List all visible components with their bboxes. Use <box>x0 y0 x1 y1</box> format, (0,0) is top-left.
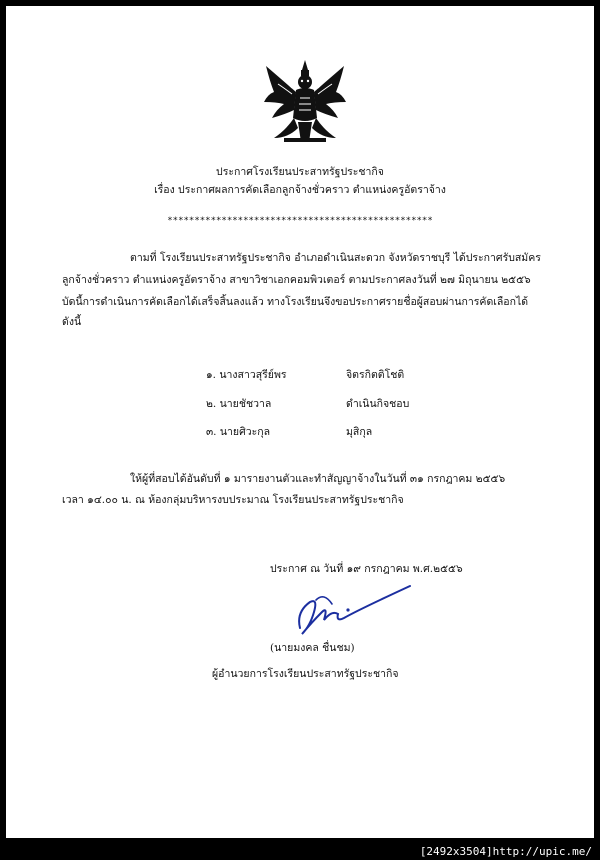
announcement-subject: เรื่อง ประกาศผลการคัดเลือกลูกจ้างชั่วคราว ตำแหน่งครูอัตราจ้าง <box>154 184 446 196</box>
announcement-date: ประกาศ ณ วันที่ ๑๙ กรกฎาคม พ.ศ.๒๕๕๖ <box>270 563 463 575</box>
body-line-4: ดังนี้ <box>62 316 82 328</box>
image-source-caption: [2492x3504]http://upic.me/ <box>419 845 592 858</box>
garuda-emblem-icon <box>262 58 348 146</box>
signer-position: ผู้อำนวยการโรงเรียนประสาทรัฐประชากิจ <box>212 668 399 680</box>
signer-name: (นายมงคล ชื่นชม) <box>270 642 355 654</box>
instruction-line-1: ให้ผู้ที่สอบได้อันดับที่ ๑ มารายงานตัวและทำสัญญาจ้างในวันที่ ๓๑ กรกฎาคม ๒๕๕๖ <box>130 473 506 485</box>
candidate-1-surname: จิตรกิตติโชติ <box>346 369 405 381</box>
document-page <box>6 6 594 838</box>
announcement-title: ประกาศโรงเรียนประสาทรัฐประชากิจ <box>216 166 384 178</box>
signature-icon <box>288 582 418 642</box>
body-line-3: บัดนี้การดำเนินการคัดเลือกได้เสร็จสิ้นลงแล้ว ทางโรงเรียนจึงขอประกาศรายชื่อผู้สอบผ่านการคัดเลือกได้ <box>62 296 529 308</box>
instruction-line-2: เวลา ๑๔.๐๐ น. ณ ห้องกลุ่มบริหารงบประมาณ โรงเรียนประสาทรัฐประชากิจ <box>62 494 404 506</box>
candidate-3-surname: มุสิกุล <box>346 426 373 438</box>
body-line-1: ตามที่ โรงเรียนประสาทรัฐประชากิจ อำเภอดำเนินสะดวก จังหวัดราชบุรี ได้ประกาศรับสมัคร <box>130 252 541 264</box>
candidate-2-name: ๒. นายชัชวาล <box>206 398 272 410</box>
candidate-1-name: ๑. นางสาวสุรีย์พร <box>206 369 287 381</box>
candidate-3-name: ๓. นายศิวะกุล <box>206 426 271 438</box>
separator-line: ************************************************* <box>167 216 433 226</box>
candidate-2-surname: ดำเนินกิจชอบ <box>346 398 410 410</box>
body-line-2: ลูกจ้างชั่วคราว ตำแหน่งครูอัตราจ้าง สาขาวิชาเอกคอมพิวเตอร์ ตามประกาศลงวันที่ ๒๗ มิถุนายน ๒๕๕๖ <box>62 274 531 286</box>
